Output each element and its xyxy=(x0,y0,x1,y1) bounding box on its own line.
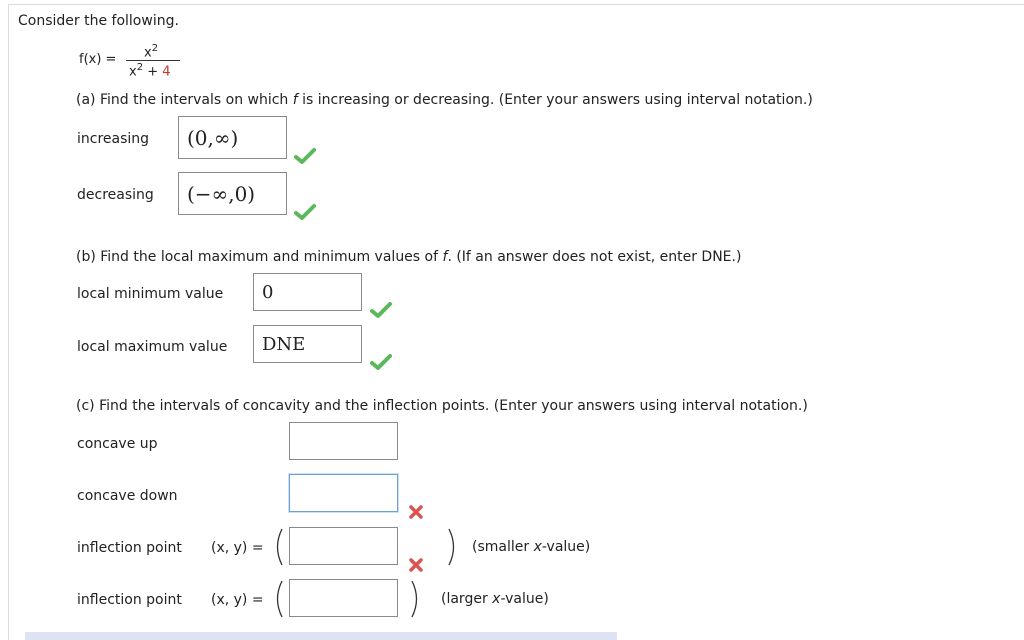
local-max-label: local maximum value xyxy=(77,339,228,355)
check-icon xyxy=(370,301,392,319)
function-denominator xyxy=(129,62,171,79)
denominator-exponent: 2 xyxy=(136,62,144,73)
part-a-prompt-var: f xyxy=(292,92,298,108)
inflection-point-1-xy: (x, y) = xyxy=(211,540,264,556)
inflection-point-2-note xyxy=(441,591,549,607)
bottom-panel-strip xyxy=(25,632,617,640)
inflection-point-1-label: inflection point xyxy=(77,540,182,556)
left-paren-icon xyxy=(271,527,285,567)
check-icon xyxy=(294,203,316,221)
local-min-answer-field[interactable]: 0 xyxy=(253,273,362,311)
decreasing-label: decreasing xyxy=(77,187,154,203)
part-c-prompt: (c) Find the intervals of concavity and the inflection points. (Enter your answers using interval notation.) xyxy=(76,398,808,414)
denominator-base: x xyxy=(129,64,137,80)
fraction-bar xyxy=(126,60,180,61)
note-2-var: x xyxy=(492,591,501,607)
numerator-base: x xyxy=(144,45,152,61)
inflection-point-2-xy: (x, y) = xyxy=(211,592,264,608)
left-paren-icon xyxy=(271,579,285,619)
numerator-exponent: 2 xyxy=(151,43,159,54)
note-1-var: x xyxy=(533,539,542,555)
part-b-prompt-var: f xyxy=(442,249,448,265)
frame-left-border xyxy=(8,4,9,640)
cross-icon xyxy=(408,504,424,520)
part-a-prompt xyxy=(76,92,813,108)
inflection-point-1-note xyxy=(472,539,590,555)
function-numerator xyxy=(144,43,158,60)
local-min-label: local minimum value xyxy=(77,286,224,302)
concave-down-label: concave down xyxy=(77,488,178,504)
local-max-answer-field[interactable]: DNE xyxy=(253,325,362,363)
part-b-prompt-post: . (If an answer does not exist, enter DNE.) xyxy=(447,249,742,265)
frame-top-border xyxy=(8,4,1024,5)
part-a-prompt-pre: (a) Find the intervals on which xyxy=(76,92,293,108)
inflection-point-1-answer-field[interactable] xyxy=(289,527,398,565)
note-2-post: -value) xyxy=(500,591,549,607)
right-paren-icon xyxy=(409,579,423,619)
function-lhs: f(x) = xyxy=(79,52,117,67)
part-b-prompt xyxy=(76,249,741,265)
decreasing-answer-field[interactable]: (−∞,0) xyxy=(178,172,287,215)
intro-text: Consider the following. xyxy=(18,13,179,29)
part-a-prompt-post: is increasing or decreasing. (Enter your answers using interval notation.) xyxy=(297,92,813,108)
note-1-pre: (smaller xyxy=(472,539,534,555)
note-2-pre: (larger xyxy=(441,591,493,607)
inflection-point-2-label: inflection point xyxy=(77,592,182,608)
denominator-plus: + xyxy=(147,64,159,80)
increasing-answer-field[interactable]: (0,∞) xyxy=(178,116,287,159)
check-icon xyxy=(294,147,316,165)
part-b-prompt-pre: (b) Find the local maximum and minimum values of xyxy=(76,249,443,265)
inflection-point-2-answer-field[interactable] xyxy=(289,579,398,617)
concave-up-answer-field[interactable] xyxy=(289,422,398,460)
concave-down-answer-field[interactable] xyxy=(289,474,398,512)
denominator-constant: 4 xyxy=(162,64,171,80)
check-icon xyxy=(370,353,392,371)
concave-up-label: concave up xyxy=(77,436,158,452)
increasing-label: increasing xyxy=(77,131,150,147)
cross-icon xyxy=(408,557,424,573)
note-1-post: -value) xyxy=(541,539,591,555)
right-paren-icon xyxy=(446,527,460,567)
